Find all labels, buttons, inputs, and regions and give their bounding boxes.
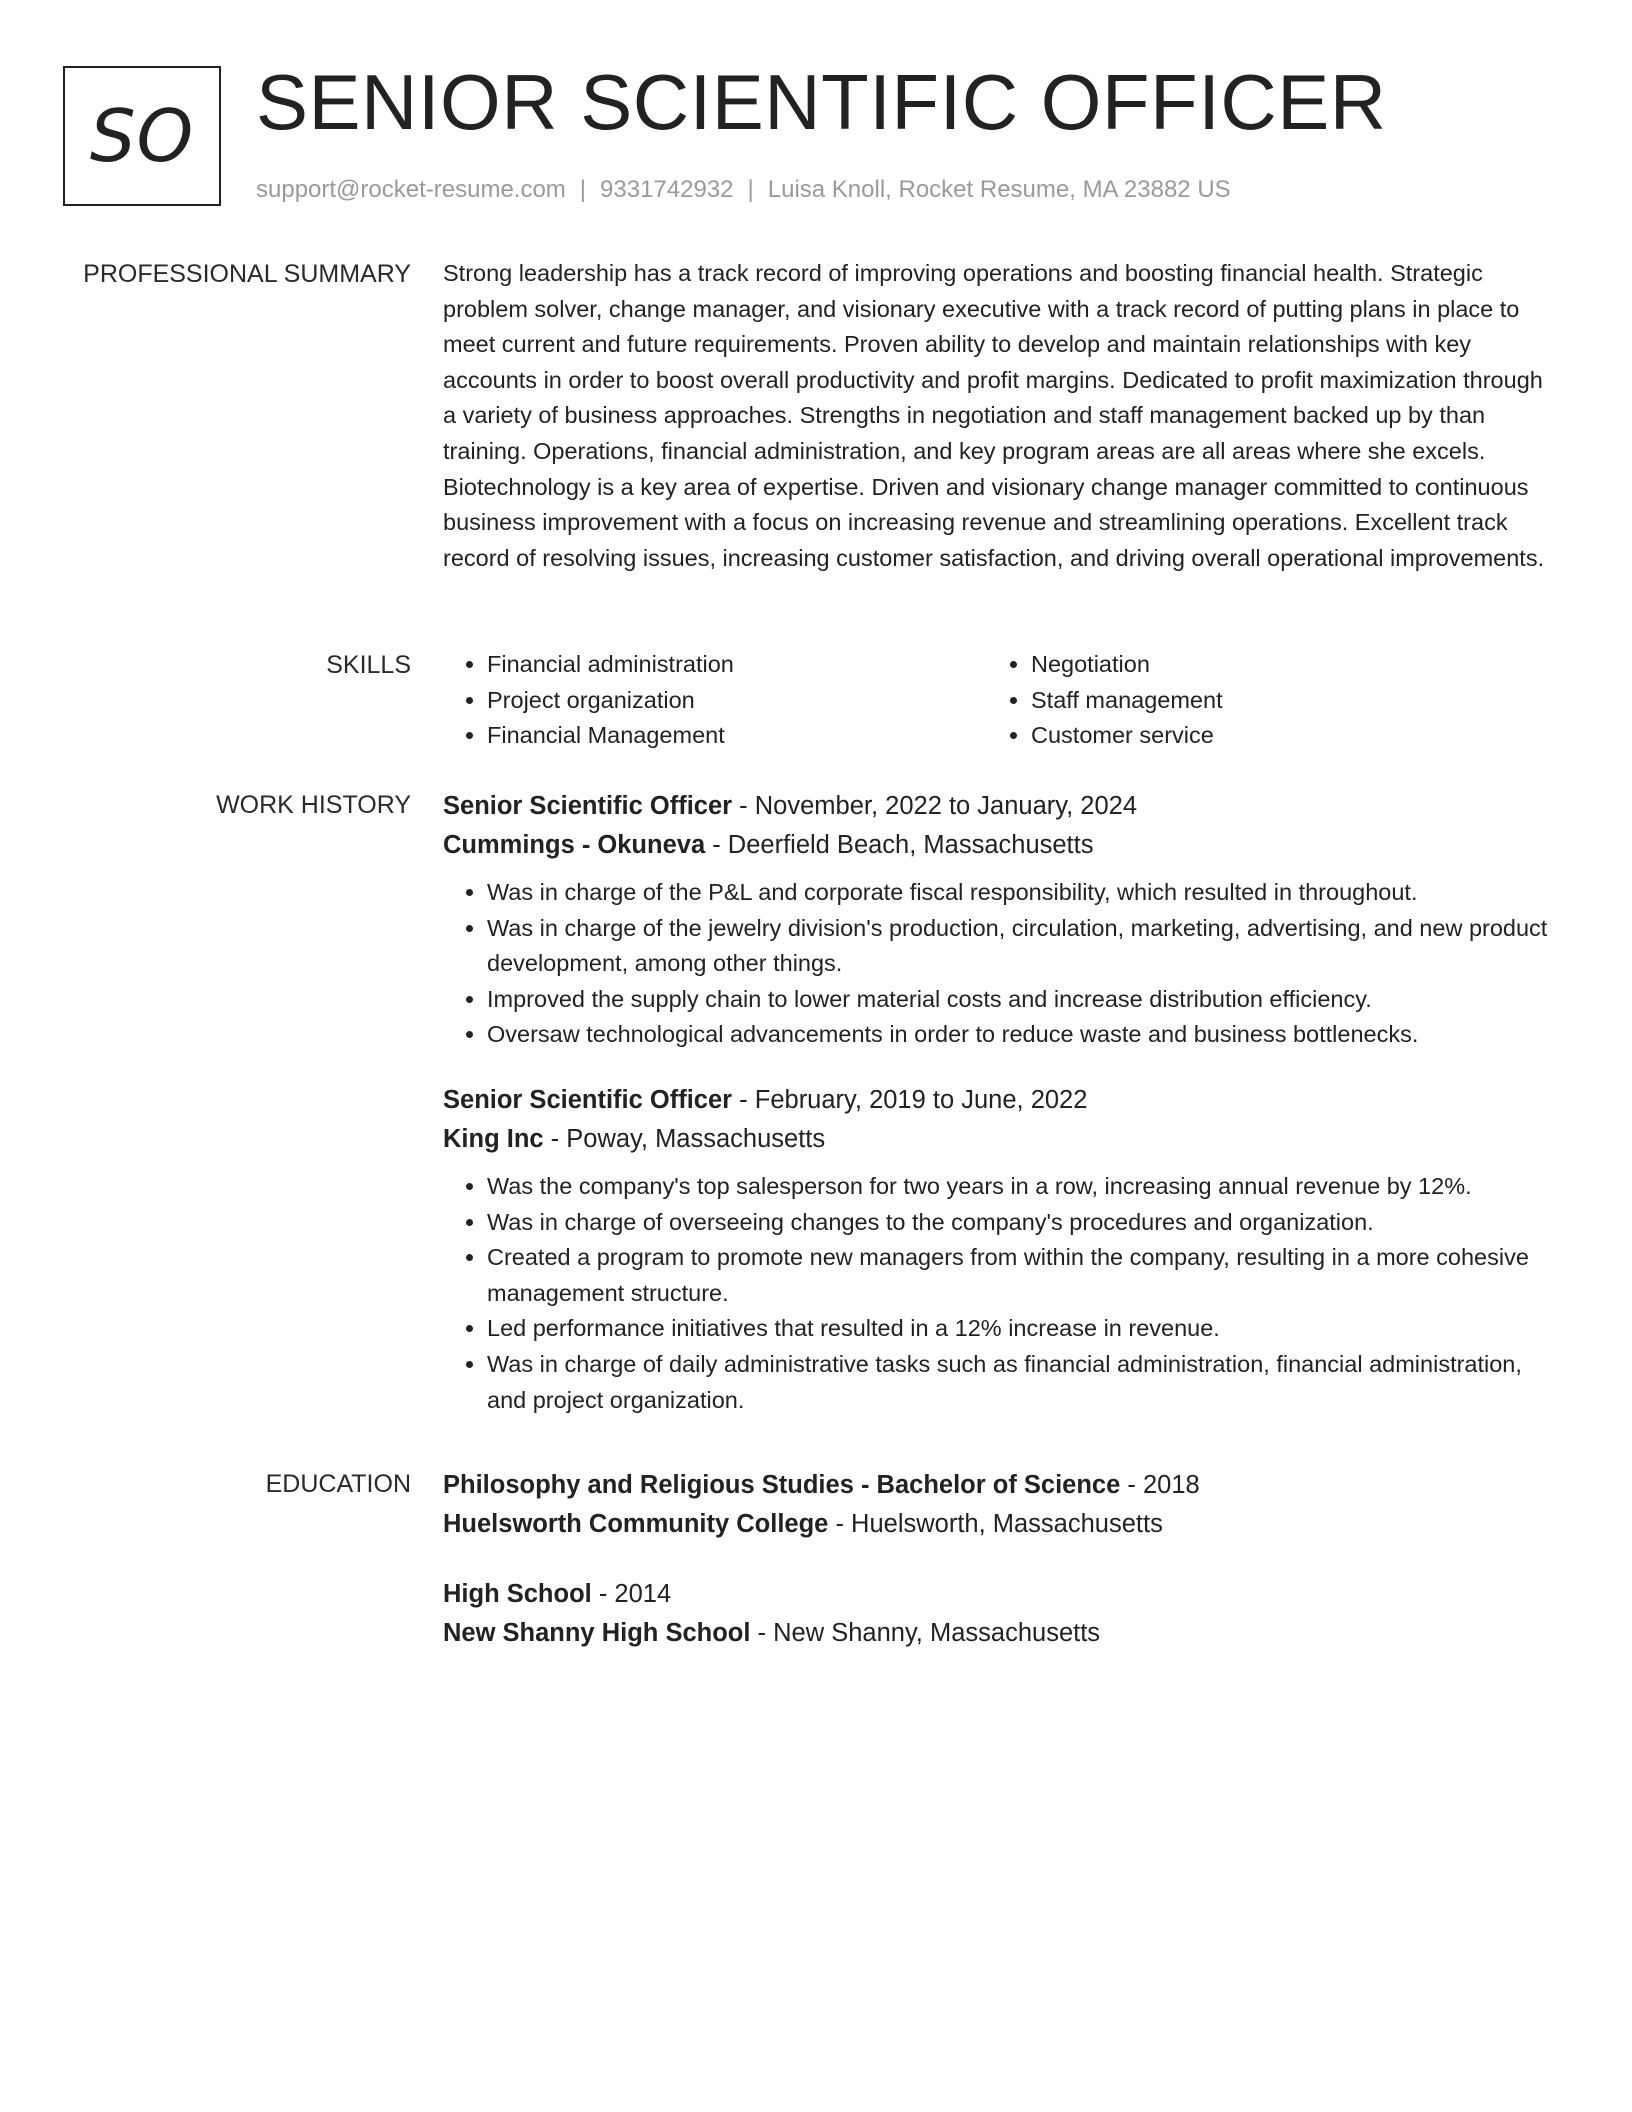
education-degree-line <box>443 1575 1553 1614</box>
education-year: - 2018 <box>1120 1471 1200 1499</box>
job-company-line <box>443 1120 1553 1159</box>
job-title-line <box>443 787 1553 826</box>
work-body <box>443 787 1553 1446</box>
education-entry <box>443 1575 1553 1653</box>
job-entry <box>443 1081 1553 1418</box>
skills-list-left <box>443 647 987 754</box>
contact-separator: | <box>747 176 754 203</box>
summary-body <box>443 256 1553 576</box>
contact-address: Luisa Knoll, Rocket Resume, MA 23882 US <box>767 176 1231 203</box>
job-entry <box>443 787 1553 1053</box>
skill-item: • Project organization <box>487 683 987 719</box>
job-bullet: • Improved the supply chain to lower material costs and increase distribution efficiency. <box>487 982 1553 1018</box>
job-company-line <box>443 826 1553 865</box>
skills-list-right <box>987 647 1551 754</box>
job-bullet: • Was the company's top salesperson for two years in a row, increasing annual revenue by 12%. <box>487 1169 1553 1205</box>
contact-separator: | <box>579 176 587 203</box>
job-dates: - November, 2022 to January, 2024 <box>732 792 1138 820</box>
skill-item: • Staff management <box>1031 683 1551 719</box>
education-entry <box>443 1466 1553 1544</box>
monogram-box <box>63 66 221 206</box>
job-title: Senior Scientific Officer <box>443 792 733 820</box>
summary-label: PROFESSIONAL SUMMARY <box>83 260 411 288</box>
skill-item: • Customer service <box>1031 718 1551 754</box>
contact-line <box>256 174 1231 206</box>
job-company: Cummings - Okuneva <box>443 831 706 859</box>
job-bullet: • Oversaw technological advancements in order to reduce waste and business bottlenecks. <box>487 1017 1553 1053</box>
summary-text: Strong leadership has a track record of improving operations and boosting financial health. Strategic problem solver, change manager, and visionary executive with a track record of putting plans in place to meet current and future requirements. Proven ability to develop and maintain relationships with key accounts in order to boost overall productivity and profit margins. Dedicated to profit maximization through a variety of business approaches. Strengths in negotiation and staff management backed up by than training. Operations, financial administration, and key program areas are all areas where she excels. Biotechnology is a key area of expertise. Driven and visionary change manager committed to continuous business improvement with a focus on increasing revenue and streamlining operations. Excellent track record of resolving issues, increasing customer satisfaction, and driving overall operational improvements. <box>443 260 1545 571</box>
job-dates: - February, 2019 to June, 2022 <box>732 1085 1088 1114</box>
education-body <box>443 1466 1553 1684</box>
job-bullet: • Was in charge of overseeing changes to the company's procedures and organization. <box>487 1205 1553 1241</box>
education-degree: Philosophy and Religious Studies - Bachelor of Science <box>443 1471 1121 1499</box>
job-title-line <box>443 1081 1553 1120</box>
skills-label: SKILLS <box>326 651 411 679</box>
education-location: - Huelsworth, Massachusetts <box>828 1510 1163 1538</box>
education-year: - 2014 <box>591 1580 672 1608</box>
work-label: WORK HISTORY <box>216 791 411 819</box>
job-bullet: • Was in charge of the jewelry division's production, circulation, marketing, advertising, and new product development, among other things. <box>487 911 1553 982</box>
skill-item: • Negotiation <box>1031 647 1551 683</box>
skill-item: • Financial Management <box>487 718 987 754</box>
education-school: Huelsworth Community College <box>443 1510 829 1538</box>
education-degree: High School <box>443 1580 592 1608</box>
job-bullet: • Was in charge of the P&L and corporate fiscal responsibility, which resulted in throughout. <box>487 875 1553 911</box>
education-school-line <box>443 1614 1553 1653</box>
monogram-initials: SO <box>89 94 195 178</box>
job-company: King Inc <box>443 1124 544 1153</box>
skill-item: • Financial administration <box>487 647 987 683</box>
resume-title: SENIOR SCIENTIFIC OFFICER <box>256 58 1387 146</box>
education-label: EDUCATION <box>265 1470 411 1498</box>
skills-body <box>443 647 1553 754</box>
job-bullet: • Was in charge of daily administrative tasks such as financial administration, financial administration, and project organization. <box>487 1347 1553 1418</box>
education-school: New Shanny High School <box>443 1619 751 1647</box>
job-title: Senior Scientific Officer <box>443 1085 733 1114</box>
education-school-line <box>443 1505 1553 1544</box>
contact-email[interactable]: support@rocket-resume.com <box>256 176 566 203</box>
job-bullet: • Led performance initiatives that resulted in a 12% increase in revenue. <box>487 1311 1553 1347</box>
education-location: - New Shanny, Massachusetts <box>750 1619 1101 1647</box>
job-bullets <box>443 875 1553 1053</box>
job-bullets <box>443 1169 1553 1418</box>
job-bullet: • Created a program to promote new managers from within the company, resulting in a more cohesive management structure. <box>487 1240 1553 1311</box>
job-location: - Poway, Massachusetts <box>543 1124 826 1153</box>
contact-phone[interactable]: 9331742932 <box>600 176 734 203</box>
job-location: - Deerfield Beach, Massachusetts <box>705 831 1094 859</box>
education-degree-line <box>443 1466 1553 1505</box>
